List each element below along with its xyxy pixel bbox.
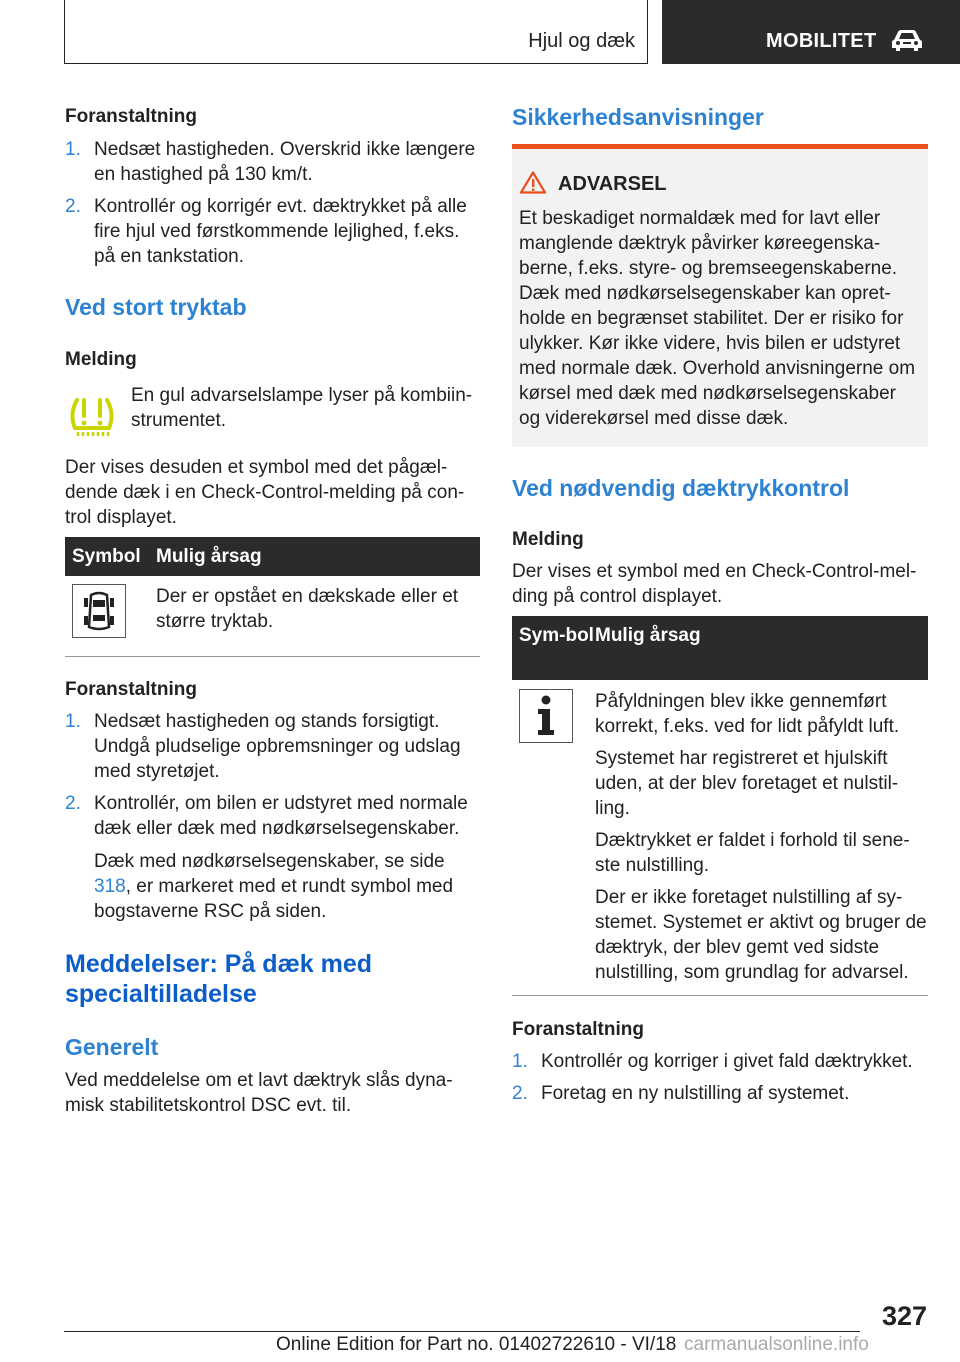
- message-text: En gul advarselslampe lyser på kombiin-strumentet.: [131, 385, 473, 431]
- list-item: 1. Kontrollér og korriger i givet fald dæktrykket.: [512, 1051, 913, 1072]
- list-item: 2. Kontrollér og korrigér evt. dæktrykket på alle fire hjul ved førstkommende lejlighed, f.eks. på en tankstation.: [65, 196, 467, 267]
- info-icon: [519, 689, 573, 743]
- page-link[interactable]: 318: [94, 876, 126, 897]
- message-text: Der vises et symbol med en Check-Control-mel-ding på control displayet.: [512, 561, 917, 607]
- heading-safety: Sikkerhedsanvisninger: [512, 104, 764, 130]
- table-header-symbol: Sym-bol: [512, 616, 595, 680]
- header-section-box: [64, 0, 648, 64]
- general-text: Ved meddelelse om et lavt dæktryk slås dyna-misk stabilitetskontrol DSC evt. til.: [65, 1070, 453, 1116]
- warning-label: ADVARSEL: [558, 173, 667, 195]
- warning-box: [512, 144, 928, 447]
- measures-title: Foranstaltning: [65, 106, 197, 127]
- table-header-symbol: Symbol: [65, 537, 156, 576]
- table-cell-cause: Dæktrykket er faldet i forhold til sene-ste nulstilling.: [595, 830, 910, 876]
- heading-reset: Ved nødvendig dæktrykkontrol: [512, 475, 850, 501]
- rsc-note: Dæk med nødkørselsegenskaber, se side 318, er markeret med et rundt symbol med bogstaverne RSC på siden.: [94, 851, 454, 922]
- symbol-description: Der vises desuden et symbol med det pågæl-dende dæk i en Check-Control-melding på con-trol displayet.: [65, 457, 465, 528]
- warning-text: Et beskadiget normaldæk med for lavt eller manglende dæktryk påvirker køreegenska-berne, f.eks. styre- og bremseegenskaberne. Dæk med nødkørselsegenskaber kan opret-holde en begrænset stabilitet. Der er risiko for ulykker. Kør ikke videre, hvis bilen er udstyret med normale dæk. Overhold anvisningerne om kørsel med dæk med nødkørselsegenskaber og viderekørsel med disse dæk.: [519, 208, 916, 429]
- heading-special-approval: Meddelelser: På dæk med specialtilladelse: [65, 950, 373, 1008]
- car-icon: [890, 28, 924, 52]
- table-cell-cause: Der er ikke foretaget nulstilling af sy-stemet. Systemet er aktivt og bruger de dæktryk, der blev gemt ved sidste nulstilling, som grundlag for advarsel.: [595, 887, 927, 983]
- page-number: 327: [882, 1301, 928, 1331]
- measures-list: [65, 137, 480, 276]
- car-damaged-tire-icon: [72, 584, 126, 638]
- symbol-table: [65, 537, 480, 657]
- tire-pressure-warning-icon: [67, 392, 117, 440]
- message-title: Melding: [512, 529, 584, 550]
- list-item: 1. Nedsæt hastigheden og stands forsigtigt. Undgå pludselige opbremsninger og udslag med styretøjet.: [65, 711, 461, 782]
- footer-divider: [64, 1331, 860, 1332]
- table-header-cause: Mulig årsag: [595, 616, 928, 680]
- edition-text: Online Edition for Part no. 01402722610 - VI/18: [276, 1334, 677, 1355]
- warning-triangle-icon: [520, 171, 546, 194]
- symbol-table: [512, 616, 928, 996]
- heading-general: Generelt: [65, 1034, 159, 1060]
- heading-pressure-loss: Ved stort tryktab: [65, 294, 247, 320]
- message-title: Melding: [65, 349, 137, 370]
- measures-title: Foranstaltning: [65, 679, 197, 700]
- list-item: 2. Foretag en ny nulstilling af systemet.: [512, 1083, 850, 1104]
- table-row: [512, 680, 928, 996]
- watermark: carmanualsonline.info: [684, 1334, 869, 1355]
- table-cell-cause: Systemet har registreret et hjulskift uden, at der blev foretaget et nulstil-ling.: [595, 748, 899, 819]
- header-section-title: Hjul og dæk: [528, 30, 635, 52]
- header-chapter-box: [662, 0, 960, 64]
- table-cell-cause: Påfyldningen blev ikke gennemført korrekt, f.eks. ved for lidt påfyldt luft.: [595, 691, 900, 737]
- table-row: [65, 576, 480, 657]
- measures-list: [512, 1049, 928, 1113]
- measures-list: [65, 709, 480, 848]
- measures-title: Foranstaltning: [512, 1019, 644, 1040]
- table-header-cause: Mulig årsag: [156, 537, 480, 576]
- list-item: 2. Kontrollér, om bilen er udstyret med normale dæk eller dæk med nødkørselsegenskaber.: [65, 793, 468, 839]
- table-cell-cause: Der er opstået en dækskade eller et større tryktab.: [156, 586, 459, 632]
- list-item: 1. Nedsæt hastigheden. Overskrid ikke længere en hastighed på 130 km/t.: [65, 139, 476, 185]
- header-chapter-title: MOBILITET: [766, 30, 877, 52]
